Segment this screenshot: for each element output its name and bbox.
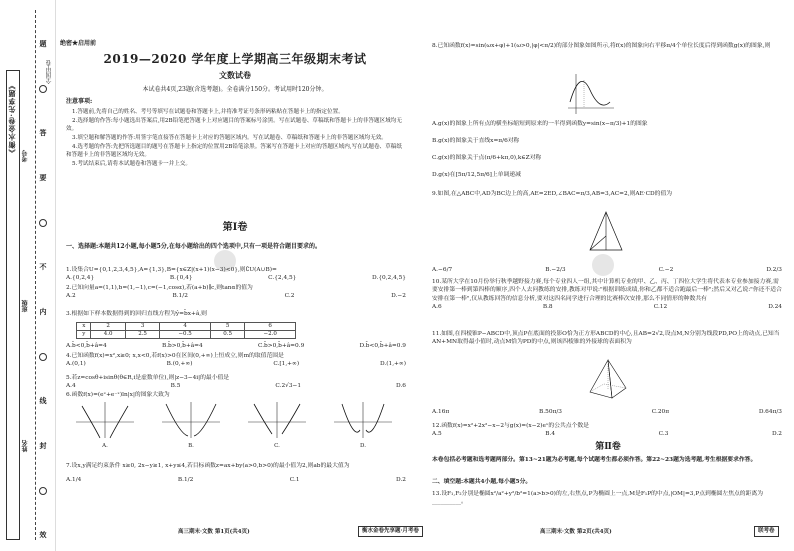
seal-circle <box>39 487 47 495</box>
table-cell: 2.5 <box>125 331 159 339</box>
option: D.{0,2,4,5} <box>372 275 406 282</box>
table-cell: y <box>77 331 91 339</box>
table-cell: 5 <box>210 323 244 331</box>
note-item: 3.填空题和解答题的作答:用签字笔直接答在答题卡上对应的答题区域内。写在试题卷、草稿纸和答题卡上的非答题区域均无效。 <box>72 134 387 141</box>
seal-glyph: 不 <box>39 262 47 272</box>
question-option: A.g(x)的图象上所有点的横坐标缩短到原来的一半得到函数y=sin(x−π/3)+1的图象 <box>432 121 648 127</box>
option: C.20π <box>651 409 670 415</box>
notes-list <box>66 108 406 169</box>
question-options <box>432 266 782 274</box>
name-label: 姓名 <box>22 440 29 452</box>
option: D.(1,+∞) <box>379 361 406 368</box>
option: D.−2 <box>391 293 406 300</box>
table-cell: 6 <box>245 323 296 331</box>
question-9-options <box>432 266 782 274</box>
seal-circle <box>39 219 47 227</box>
option: C.2√3−1 <box>275 383 302 390</box>
table-cell: x <box>77 323 91 331</box>
option: B.50π/3 <box>539 409 562 415</box>
question-8-option-a <box>432 120 782 128</box>
seal-glyph: 题 <box>39 39 47 48</box>
sine-graph-figure <box>566 72 616 116</box>
option: A.b̂<0,b̂+â=4 <box>66 343 107 349</box>
page-subtitle: 文数试卷 <box>219 70 251 80</box>
question-10 <box>432 278 782 312</box>
question-options <box>432 408 782 416</box>
question-options <box>432 303 782 311</box>
option: C.{2,4,5} <box>268 275 297 282</box>
question-options <box>66 360 406 368</box>
notice-heading: 注意事项: <box>66 98 93 105</box>
question-option: C.g(x)的图象关于点(π/6+kπ,0),k∈Z对称 <box>432 155 542 161</box>
graph-d-plot <box>332 400 394 440</box>
seal-glyph: 效 <box>39 530 47 540</box>
graph-a-plot <box>74 400 136 440</box>
question-9 <box>432 190 782 198</box>
question-8-option-b <box>432 137 782 145</box>
seal-glyph: 答 <box>39 128 47 138</box>
option: C.1 <box>289 477 300 484</box>
seal-glyph: 内 <box>39 307 47 317</box>
option: B.{0,4} <box>169 275 193 282</box>
graph-d <box>332 400 394 448</box>
function-graphs <box>74 400 394 448</box>
seal-glyph: 封 <box>39 441 47 451</box>
graph-label: C. <box>274 442 280 449</box>
option: A.(0,1) <box>66 361 86 368</box>
table-row <box>77 331 296 339</box>
part2-intro: 本卷包括必考题和选考题两部分。第13~21题为必考题,每个试题考生都必须作答。第22~23题为选考题,考生根据要求作答。 <box>432 457 757 463</box>
footer-left: 高三期末·文数 第1页(共4页) <box>178 529 250 535</box>
question-7 <box>66 462 406 485</box>
option: B.8 <box>542 304 553 311</box>
question-11-options <box>432 408 782 416</box>
binding-strip <box>0 0 56 551</box>
section-1-title: 第Ⅰ卷 <box>222 222 248 233</box>
question-stem: 1.设集合U={0,1,2,3,4,5},A={1,3},B={x∈Z|(x+1)(x−3)<0},则∁U(A∪B)= <box>66 267 277 273</box>
option: B.4 <box>545 431 556 438</box>
question-3 <box>66 310 406 318</box>
question-options <box>66 292 406 300</box>
footer-joint-badge: 联考卷 <box>754 526 779 537</box>
note-item: 2.选择题的作答:每小题选出答案后,用2B铅笔把答题卡上对应题目的答案标号涂黑。写在试题卷、草稿纸和答题卡上的非答题区域均无效。 <box>66 117 402 133</box>
question-stem: 8.已知函数f(x)=sin(ωx+φ)+1(ω>0,|φ|<π/2)的部分图象如图所示,将f(x)的图象向右平移π/4个单位长度后得到函数g(x)的图象,则 <box>432 43 771 49</box>
confidential-mark: 绝密★启用前 <box>60 40 97 47</box>
table-row <box>77 323 296 331</box>
option: B.(0,+∞) <box>166 361 193 368</box>
graph-label: A. <box>102 442 108 449</box>
graph-label: B. <box>188 442 194 449</box>
seal-glyph: 要 <box>39 173 47 183</box>
graph-a <box>74 400 136 448</box>
table-cell: 4 <box>160 323 211 331</box>
question-8-option-d <box>432 171 782 179</box>
part2-fill-heading: 二、填空题:本题共4小题,每小题5分。 <box>432 479 532 485</box>
seal-glyph: 线 <box>39 396 47 406</box>
option: A.6 <box>432 304 442 311</box>
exam-id-label: 考号 <box>22 150 29 162</box>
note-item: 4.选考题的作答:先把所选题目的题号在答题卡上指定的位置用2B铅笔涂黑。答案写在答题卡上对应的答题区域内,写在试题卷、草稿纸和答题卡上的非答题区域均无效。 <box>66 143 402 159</box>
option: C.3 <box>658 431 669 438</box>
option: C.[1,+∞) <box>273 361 300 368</box>
section-2-title: 第Ⅱ卷 <box>595 442 621 452</box>
option: B.5 <box>170 383 181 390</box>
question-13: 13.设F₁,F₂分别是椭圆x²/a²+y²/b²=1(a>b>0)的左,右焦点,P为椭圆上一点,M是F₁P的中点,|OM|=3,P点到椭圆左焦点的距离为__________。 <box>432 491 763 506</box>
graph-b-plot <box>160 400 222 440</box>
question-8-option-c <box>432 154 782 162</box>
option: B.b̂>0,b̂+â=4 <box>161 343 203 349</box>
exam-meta: 本试卷共4页,23题(含选考题)。全卷满分150分。考试用时120分钟。 <box>142 86 328 93</box>
seal-glyphs <box>37 40 49 540</box>
class-label: 班级 <box>22 300 29 312</box>
strip-side-box <box>6 70 20 540</box>
graph-label: D. <box>360 442 366 449</box>
option: A.16π <box>432 409 450 415</box>
option: A.5 <box>432 431 442 438</box>
graph-b <box>160 400 222 448</box>
note-item: 5.考试结束后,请将本试题卷和答题卡一并上交。 <box>72 160 191 167</box>
question-6 <box>66 391 406 399</box>
option: B.1/2 <box>172 293 188 300</box>
table-cell: 0.5 <box>210 331 244 339</box>
strip-labels <box>22 0 32 551</box>
option: A.−6/7 <box>432 267 453 273</box>
option: C.b̂>0,b̂+â=0.9 <box>257 343 305 349</box>
option: D.2 <box>772 431 782 438</box>
option: A.4 <box>66 383 76 390</box>
option: D.2/3 <box>766 267 782 273</box>
part1-intro: 一、选择题:本题共12小题,每小题5分,在每小题给出的四个选项中,只有一项是符合题目要求的。 <box>66 243 322 250</box>
question-option: D.g(x)在[5π/12,5π/6]上单调递减 <box>432 172 521 178</box>
question-options <box>66 476 406 484</box>
option: C.12 <box>653 304 668 311</box>
question-stem: 9.如图,在△ABC中,AD为BC边上的高,AE=2ED,∠BAC=π/3,AB=3,AC=2,则AE·CD的值为 <box>432 191 673 197</box>
question-12 <box>432 422 782 439</box>
question-options <box>66 274 406 282</box>
graph-c-plot <box>246 400 308 440</box>
footer-right: 高三期末·文数 第2页(共4页) <box>540 529 612 535</box>
option: B.1/2 <box>177 477 194 484</box>
table-cell: 4.0 <box>91 331 125 339</box>
question-stem: 3.根据如下样本数据得到的回归直线方程为ŷ=b̂x+â,则 <box>66 311 207 317</box>
note-item: 1.答题前,先将自己的姓名、考号等填写在试题卷和答题卡上,并将准考证号条形码粘贴在答题卡上的指定位置。 <box>72 109 344 115</box>
question-3-options <box>66 342 406 350</box>
strip-side-text: 《衡水金卷·先享题》 <box>7 81 16 157</box>
option: A.2 <box>66 293 76 300</box>
option: A.1/4 <box>66 477 82 484</box>
option: C.−2 <box>658 267 674 273</box>
question-5 <box>66 374 406 391</box>
question-options <box>432 430 782 438</box>
table-cell: 2 <box>91 323 125 331</box>
question-options <box>66 382 406 390</box>
table-cell: −2.0 <box>245 331 296 339</box>
question-2 <box>66 284 406 301</box>
question-stem: 4.已知函数f(x)=x²,x≥0; x,x<0,若f(x)>0在区间(0,+∞)上恒成立,则m的取值范围是 <box>66 353 284 359</box>
question-stem: 5.若z=cosθ+isinθ(θ∈R,i是虚数单位),则|z−3−4i|的最小值是 <box>66 375 230 381</box>
question-11 <box>432 330 782 347</box>
option: A.{0,2,4} <box>66 275 95 282</box>
graph-c <box>246 400 308 448</box>
pyramid-figure <box>586 358 630 402</box>
page-title: 2019—2020 学年度上学期高三年级期末考试 <box>103 52 367 66</box>
option: D.64π/3 <box>758 409 782 415</box>
triangle-figure <box>588 210 624 254</box>
option: C.2 <box>284 293 295 300</box>
question-options <box>66 342 406 350</box>
option: D.2 <box>396 477 406 484</box>
question-stem: 12.函数f(x)=x²+2x²−x−2与g(x)=(x−2)eˣ的公共点个数是 <box>432 423 589 429</box>
sample-data-table <box>76 322 296 339</box>
footer-center-badge: 衡水金卷先享题·月考卷 <box>358 526 423 537</box>
seal-circle <box>39 85 47 93</box>
question-1 <box>66 266 406 283</box>
question-stem: 6.函数f(x)=(eˣ+e⁻ˣ)ln|x|的图象大致为 <box>66 392 170 398</box>
option: D.6 <box>396 383 406 390</box>
seal-circle <box>39 353 47 361</box>
question-stem: 7.设x,y满足约束条件 x≥0, 2x−y≥1, x+y≤4,若目标函数z=ax+by(a>0,b>0)的最小值为2,则ab的最大值为 <box>66 463 350 469</box>
table-cell: −0.5 <box>160 331 211 339</box>
question-stem: 11.如图,在四棱锥P−ABCD中,顶点P在底面的投影O恰为正方形ABCD的中心,且AB=2√2,设点M,N分别为线段PD,PO上的动点,已知当AN+MN取得最小值时,动点M恰为PD的中点,则该四棱锥的外接球的表面积为 <box>432 331 780 346</box>
question-stem: 10.某所大学在10月份举行秋季越野接力赛,每个专业四人一组,其中计算机专业的甲、乙、丙、丁四位大学生将代表本专业参加接力赛,需要安排第一棒到第四棒的顺序,四个人去问教练的安排,教练对甲说:"根据训练成绩,你和乙都不适合跑最后一棒";然后又对乙说:"你还不适合安排在第一棒",仅从教练回答的信息分析,要对这四名同学进行合理的比赛棒次安排,那么不同情形的种数共有 <box>432 279 782 302</box>
strip-right-text: 全国甲卷 <box>46 60 53 84</box>
question-8 <box>432 42 782 50</box>
table-cell: 3 <box>125 323 159 331</box>
seal-line <box>35 10 36 540</box>
question-4 <box>66 352 406 369</box>
option: D.24 <box>768 304 782 311</box>
option: D.b̂<0,b̂+â=0.9 <box>359 343 406 349</box>
option: B.−2/3 <box>545 267 566 273</box>
question-option: B.g(x)的图象关于直线x=π/6对称 <box>432 138 520 144</box>
question-stem: 2.已知向量a=(1,1),b=(1,−1),c=(−1,cosα),若(a+b)∥c,则tanα的值为 <box>66 285 253 291</box>
